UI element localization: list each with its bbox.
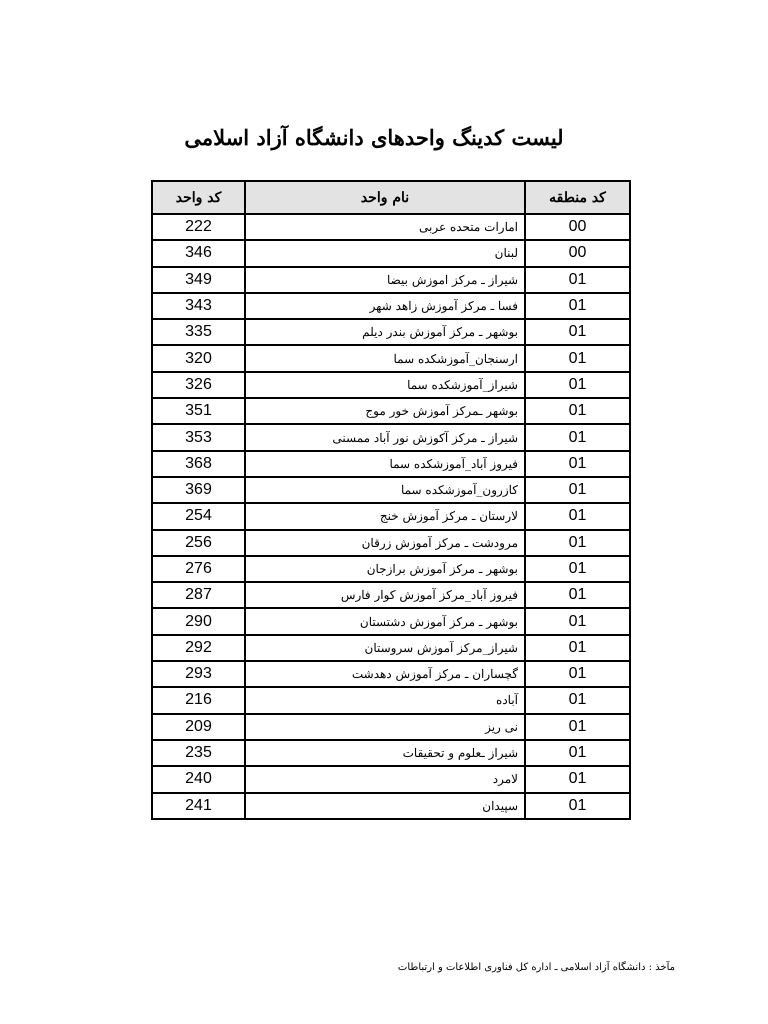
table-row: [152, 267, 630, 293]
table-row: [152, 372, 630, 398]
unit-name-cell: شیراز ـ مرکز اموزش بیضا: [245, 267, 525, 293]
unit-coding-table: [151, 180, 631, 820]
unit-name-cell: شیراز_آموزشکده سما: [245, 372, 525, 398]
unit-name-cell: بوشهر ـ مرکز آموزش برازجان: [245, 556, 525, 582]
table-row: [152, 345, 630, 371]
unit-code-cell: 287: [152, 582, 245, 608]
unit-name-cell: فسا ـ مرکز آموزش زاهد شهر: [245, 293, 525, 319]
page-title: لیست کدینگ واحدهای دانشگاه آزاد اسلامی: [184, 125, 564, 150]
region-code-cell: 01: [525, 503, 630, 529]
unit-code-cell: 343: [152, 293, 245, 319]
header-unit-name: نام واحد: [245, 181, 525, 214]
unit-name-cell: بوشهر ـ مرکز آموزش بندر دیلم: [245, 319, 525, 345]
unit-name-cell: شیراز_مرکز آموزش سروستان: [245, 635, 525, 661]
region-code-cell: 01: [525, 345, 630, 371]
unit-name-cell: لبنان: [245, 240, 525, 266]
region-code-cell: 00: [525, 240, 630, 266]
unit-name-cell: فیروز آباد_آموزشکده سما: [245, 451, 525, 477]
region-code-cell: 01: [525, 319, 630, 345]
region-code-cell: 01: [525, 793, 630, 819]
unit-name-cell: ارسنجان_آموزشکده سما: [245, 345, 525, 371]
unit-code-cell: 353: [152, 424, 245, 450]
unit-code-cell: 368: [152, 451, 245, 477]
table-row: [152, 477, 630, 503]
table-row: [152, 240, 630, 266]
unit-name-cell: نی ریز: [245, 714, 525, 740]
region-code-cell: 01: [525, 766, 630, 792]
region-code-cell: 01: [525, 687, 630, 713]
unit-name-cell: شیراز ـعلوم و تحقیقات: [245, 740, 525, 766]
region-code-cell: 01: [525, 635, 630, 661]
table-row: [152, 503, 630, 529]
table-row: [152, 608, 630, 634]
unit-code-cell: 240: [152, 766, 245, 792]
region-code-cell: 01: [525, 398, 630, 424]
table-row: [152, 319, 630, 345]
region-code-cell: 01: [525, 714, 630, 740]
unit-code-cell: 256: [152, 530, 245, 556]
unit-name-cell: مرودشت ـ مرکز آموزش زرقان: [245, 530, 525, 556]
unit-code-cell: 216: [152, 687, 245, 713]
region-code-cell: 01: [525, 267, 630, 293]
unit-name-cell: امارات متحده عربی: [245, 214, 525, 240]
unit-code-cell: 222: [152, 214, 245, 240]
region-code-cell: 01: [525, 530, 630, 556]
unit-code-cell: 320: [152, 345, 245, 371]
region-code-cell: 01: [525, 293, 630, 319]
unit-code-cell: 346: [152, 240, 245, 266]
region-code-cell: 01: [525, 608, 630, 634]
header-region-code: کد منطقه: [525, 181, 630, 214]
unit-name-cell: لارستان ـ مرکز آموزش خنج: [245, 503, 525, 529]
region-code-cell: 01: [525, 451, 630, 477]
region-code-cell: 01: [525, 477, 630, 503]
table-row: [152, 582, 630, 608]
table-row: [152, 451, 630, 477]
unit-name-cell: لامرد: [245, 766, 525, 792]
unit-name-cell: سپیدان: [245, 793, 525, 819]
unit-name-cell: بوشهر ـ مرکز آموزش دشتستان: [245, 608, 525, 634]
source-note: مآخذ : دانشگاه آزاد اسلامی ـ اداره کل فناوری اطلاعات و ارتباطات: [397, 962, 675, 973]
unit-code-cell: 293: [152, 661, 245, 687]
unit-code-cell: 351: [152, 398, 245, 424]
table-row: [152, 214, 630, 240]
unit-name-cell: فیروز آباد_مرکز آموزش کوار فارس: [245, 582, 525, 608]
unit-code-cell: 276: [152, 556, 245, 582]
table-row: [152, 293, 630, 319]
table-row: [152, 398, 630, 424]
unit-name-cell: گچساران ـ مرکز آموزش دهدشت: [245, 661, 525, 687]
unit-code-cell: 326: [152, 372, 245, 398]
unit-code-cell: 254: [152, 503, 245, 529]
table-header: [152, 181, 630, 214]
unit-code-cell: 292: [152, 635, 245, 661]
unit-code-cell: 290: [152, 608, 245, 634]
table-row: [152, 740, 630, 766]
unit-code-cell: 335: [152, 319, 245, 345]
unit-code-cell: 349: [152, 267, 245, 293]
table-row: [152, 687, 630, 713]
table-header-row: [152, 181, 630, 214]
table-row: [152, 424, 630, 450]
table-row: [152, 661, 630, 687]
region-code-cell: 01: [525, 424, 630, 450]
table-row: [152, 793, 630, 819]
region-code-cell: 01: [525, 740, 630, 766]
unit-code-cell: 209: [152, 714, 245, 740]
unit-code-cell: 241: [152, 793, 245, 819]
region-code-cell: 01: [525, 556, 630, 582]
unit-code-cell: 369: [152, 477, 245, 503]
region-code-cell: 01: [525, 661, 630, 687]
table-row: [152, 556, 630, 582]
table-row: [152, 766, 630, 792]
unit-name-cell: آباده: [245, 687, 525, 713]
unit-name-cell: کازرون_آموزشکده سما: [245, 477, 525, 503]
header-unit-code: کد واحد: [152, 181, 245, 214]
table-row: [152, 530, 630, 556]
table-body: [152, 214, 630, 819]
table-row: [152, 714, 630, 740]
table-row: [152, 635, 630, 661]
region-code-cell: 01: [525, 372, 630, 398]
region-code-cell: 00: [525, 214, 630, 240]
region-code-cell: 01: [525, 582, 630, 608]
unit-code-cell: 235: [152, 740, 245, 766]
unit-name-cell: شیراز ـ مرکز آکوزش نور آباد ممسنی: [245, 424, 525, 450]
unit-name-cell: بوشهر ـمرکز آموزش خور موج: [245, 398, 525, 424]
